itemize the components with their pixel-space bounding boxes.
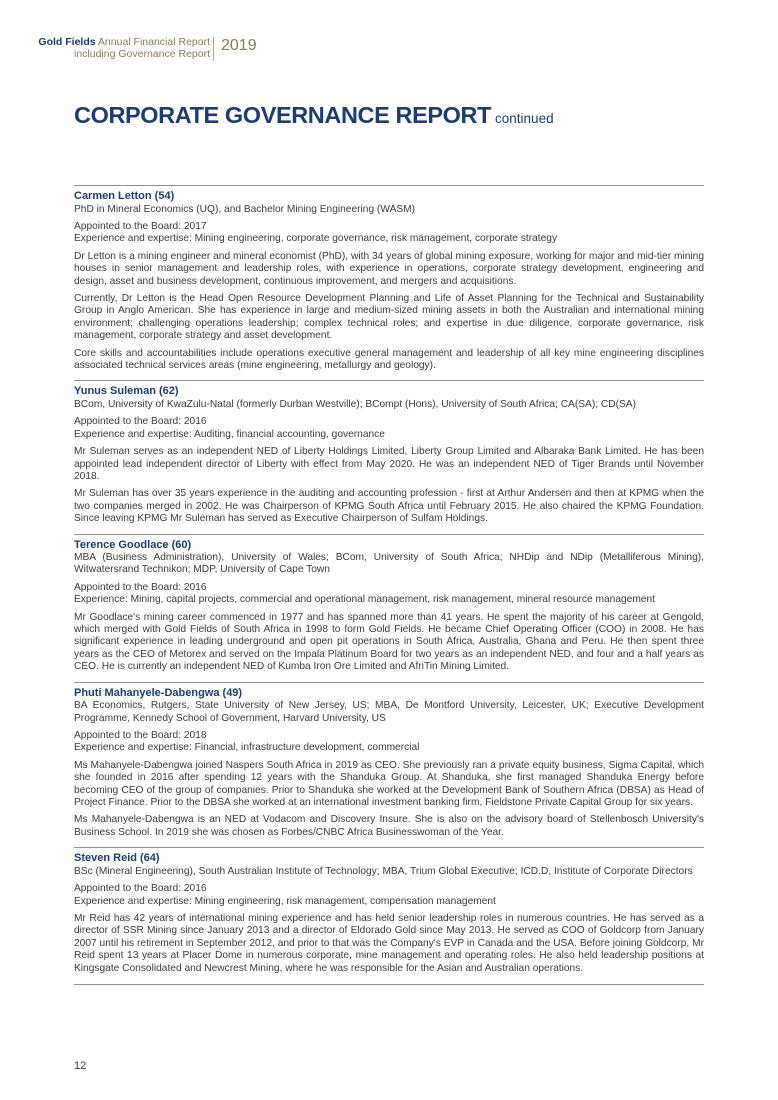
director-qualifications: MBA (Business Administration), University of Wales; BCom, University of South Africa; NHDip and NDip (Metalliferous Mining), Witwatersrand Technikon; MDP, University of Cape Town [74, 552, 704, 576]
director-experience: Experience and expertise: Auditing, financial accounting, governance [74, 428, 385, 440]
director-experience: Experience and expertise: Financial, infrastructure development, commercial [74, 742, 420, 754]
report-year: 2019 [221, 37, 257, 54]
report-name: Annual Financial Report [95, 36, 210, 48]
director-qualifications: BA Economics, Rutgers, State University of New Jersey, US; MBA, De Montford University, Leicester, UK; Executive Development Programme, Kennedy School of Government, Harvard University, US [74, 700, 704, 724]
director-experience: Experience and expertise: Mining engineering, corporate governance, risk management, corporate strategy [74, 233, 558, 245]
director-experience: Experience: Mining, capital projects, commercial and operational management, risk management, mineral resource management [74, 594, 655, 606]
director-bio-paragraph: Mr Reid has 42 years of international mining experience and has held senior leadership roles in numerous countries. He has served as a director of SSR Mining since January 2013 and a director of Eldorado Gold since May 2013. He served as COO of Goldcorp from January 2007 until his retirement in September 2012, and prior to that was the Company's EVP in Canada and the USA. Before joining Goldcorp, Mr Reid spent 13 years at Placer Dome in numerous corporate, mine management and operating roles. He also held leadership positions at Kingsgate Consolidated and Newcrest Mining, where he was responsible for the Asian and Australian operations. [74, 912, 704, 974]
director-appointed: Appointed to the Board: 2018 [74, 730, 207, 741]
director-name: Carmen Letton (54) [74, 190, 175, 202]
brand-name: Gold Fields [38, 36, 96, 48]
director-qualifications: BSc (Mineral Engineering), South Australian Institute of Technology; MBA, Trium Global Executive; ICD.D, Institute of Corporate Directors [74, 865, 693, 877]
page-number: 12 [74, 1060, 87, 1072]
director-name: Phuti Mahanyele-Dabengwa (49) [74, 686, 243, 699]
director-bio-paragraph: Currently, Dr Letton is the Head Open Resource Development Planning and Life of Asset Planning for the Technical and Sustainability Group in Anglo American. She has experience in large and medium-sized mining assets in both the Australian and international mining environment; challenging operations leadership; complex technical roles; and expertise in due diligence, corporate governance, risk management, corporate strategy and asset development. [74, 292, 704, 342]
director-bio-paragraph: Ms Mahanyele-Dabengwa is an NED at Vodacom and Discovery Insure. She is also on the advisory board of Stellenbosch University's Business School. In 2019 she was chosen as Forbes/CNBC Africa Businesswoman of the Year. [74, 814, 704, 838]
directors-list [74, 185, 704, 985]
director-qualifications: PhD in Mineral Economics (UQ), and Bachelor Mining Engineering (WASM) [74, 203, 416, 215]
director-bio-paragraph: Mr Suleman has over 35 years experience in the auditing and accounting profession - first at Arthur Andersen and then at KPMG when the two companies merged in 2002. He was Chairperson of KPMG South Africa until February 2015. He also chaired the KPMG Foundation. Since leaving KPMG Mr Suleman has served as Executive Chairperson of Sulfam Holdings. [74, 488, 704, 525]
director-entry [74, 847, 704, 985]
director-bio-paragraph: Mr Suleman serves as an independent NED of Liberty Holdings Limited, Liberty Group Limited and Albaraka Bank Limited. He has been appointed lead independent director of Liberty with effect from May 2020. He was an independent NED of Tiger Brands until November 2018. [74, 446, 704, 482]
header-divider [213, 37, 214, 61]
director-bio-paragraph: Mr Goodlace's mining career commenced in 1977 and has spanned more than 41 years. He spent the majority of his career at Gengold, which merged with Gold Fields of South Africa in 1998 to form Gold Fields. He became Chief Operating Officer (COO) in 2008. He has significant experience in leading underground and open pit operations in South Africa, Australia, Ghana and Peru. He then spent three years as the CEO of Metorex and served on the Impala Platinum Board for two years as an independent NED, and four and a half years as CEO. He is currently an independent NED of Kumba Iron Ore Limited and AfriTin Mining Limited. [74, 611, 704, 673]
director-bio-paragraph: Core skills and accountabilities include operations executive general management and leadership of all key mine engineering disciplines associated technical services areas (mine engineering, metallurgy and geology). [74, 347, 704, 371]
page-title-main: CORPORATE GOVERNANCE REPORT [74, 102, 492, 128]
director-bio-paragraph: Ms Mahanyele-Dabengwa joined Naspers South Africa in 2019 as CEO. She previously ran a private equity business, Sigma Capital, which she founded in 2016 after spending 12 years with the Shanduka Group. At Shanduka, she first managed Shanduka Energy before becoming CEO of the group of companies. Prior to Shanduka she worked at the Development Bank of Southern Africa (DBSA) as Head of Project Finance. Prior to the DBSA she worked at an international investment banking firm, Fieldstone Private Capital Group for six years. [74, 759, 704, 809]
director-appointed: Appointed to the Board: 2016 [74, 581, 207, 593]
report-subtitle: including Governance Report [74, 48, 210, 60]
director-appointed: Appointed to the Board: 2016 [74, 883, 207, 895]
report-header [38, 36, 350, 66]
director-experience: Experience and expertise: Mining engineering, risk management, compensation management [74, 895, 496, 907]
director-name: Yunus Suleman (62) [74, 385, 179, 398]
report-header-text [38, 36, 210, 60]
director-qualifications: BCom, University of KwaZulu-Natal (formerly Durban Westville); BCompt (Hons), University of South Africa; CA(SA); CD(SA) [74, 398, 636, 410]
director-appointed: Appointed to the Board: 2016 [74, 416, 207, 428]
page-title-continued: continued [495, 111, 554, 126]
director-entry [74, 682, 704, 848]
director-entry [74, 185, 704, 380]
director-entry [74, 534, 704, 682]
director-appointed: Appointed to the Board: 2017 [74, 220, 207, 232]
director-bio-paragraph: Dr Letton is a mining engineer and mineral economist (PhD), with 34 years of global mining exposure, working for major and mid-tier mining houses in senior management and leadership roles, with experience in operations, corporate strategy development, engineering and design, asset and business development, continuous improvement, and mergers and acquisitions. [74, 250, 704, 287]
director-name: Steven Reid (64) [74, 852, 160, 865]
page-title [74, 102, 554, 129]
director-name: Terence Goodlace (60) [74, 538, 192, 551]
director-entry [74, 380, 704, 533]
